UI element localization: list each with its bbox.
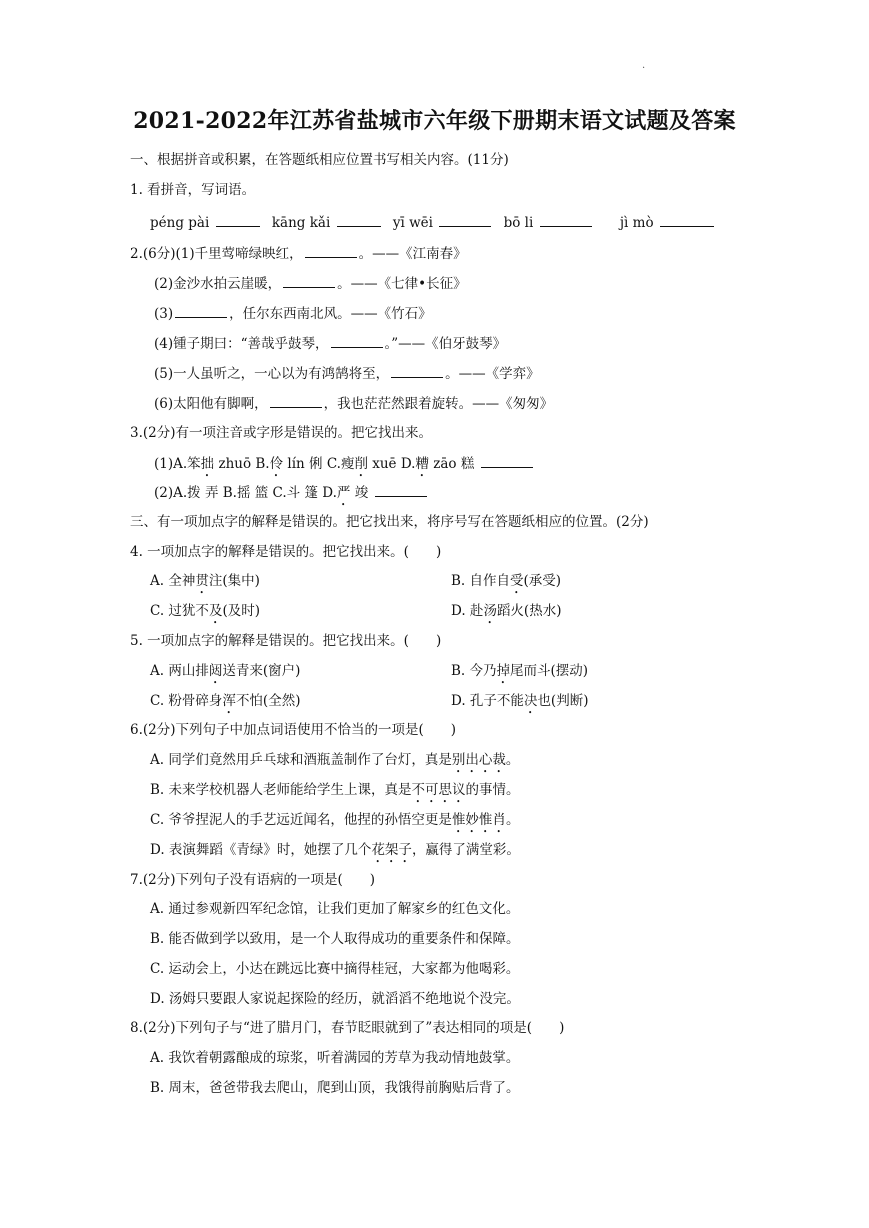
answer-blank[interactable] <box>391 363 443 378</box>
question-2-item-1: 2.(6分)(1)千里莺啼绿映红， 。——《江南春》 <box>130 243 467 263</box>
question-5-option-c[interactable]: C. 粉骨碎身浑不怕(全然) <box>150 693 301 709</box>
question-2-item-4: (4)锺子期曰：“善哉乎鼓琴， 。”——《伯牙鼓琴》 <box>154 333 506 353</box>
question-2-item-5: (5)一人虽听之，一心以为有鸿鹄将至， 。——《学弈》 <box>154 363 540 383</box>
question-6-option-d[interactable]: D. 表演舞蹈《青绿》时，她摆了几个花架子，赢得了满堂彩。 <box>150 842 520 858</box>
pinyin-2: kāng kǎi <box>271 215 331 231</box>
corner-dot: . <box>642 60 646 71</box>
question-5-option-a[interactable]: A. 两山排闼送青来(窗户) <box>150 663 301 679</box>
question-7-stem: 7.(2分)下列句子没有语病的一项是( ) <box>130 872 376 888</box>
answer-blank[interactable] <box>375 482 427 497</box>
section-3-heading: 三、有一项加点字的解释是错误的。把它找出来，将序号写在答题纸相应的位置。(2分) <box>130 514 649 530</box>
question-2-item-6: (6)太阳他有脚啊， ，我也茫茫然跟着旋转。——《匆匆》 <box>154 393 553 413</box>
question-5-option-d[interactable]: D. 孔子不能决也(判断) <box>451 693 589 709</box>
question-4-stem: 4. 一项加点字的解释是错误的。把它找出来。( ) <box>130 544 442 560</box>
question-4-option-d[interactable]: D. 赴汤蹈火(热水) <box>451 603 562 619</box>
question-3-row-1: (1)A.笨拙 zhuō B.伶 lín 俐 C.瘦削 xuē D.糟 zāo 糕 <box>154 453 535 473</box>
answer-blank[interactable] <box>660 212 714 227</box>
question-8-option-a[interactable]: A. 我饮着朝露酿成的琼浆，听着满园的芳草为我动情地鼓掌。 <box>150 1050 520 1066</box>
question-7-option-b[interactable]: B. 能否做到学以致用，是一个人取得成功的重要条件和保障。 <box>150 931 520 947</box>
question-1-stem: 1. 看拼音，写词语。 <box>130 182 256 198</box>
section-1-heading: 一、根据拼音或积累，在答题纸相应位置书写相关内容。(11分) <box>130 152 509 168</box>
question-7-option-d[interactable]: D. 汤姆只要跟人家说起探险的经历，就滔滔不绝地说个没完。 <box>150 991 520 1007</box>
answer-blank[interactable] <box>283 273 335 288</box>
question-2-item-3: (3) ，任尔东西南北风。——《竹石》 <box>154 303 432 323</box>
pinyin-3: yī wēi <box>392 215 433 231</box>
pinyin-4: bō li <box>503 215 534 231</box>
question-4-option-b[interactable]: B. 自作自受(承受) <box>451 573 562 589</box>
question-7-option-a[interactable]: A. 通过参观新四军纪念馆，让我们更加了解家乡的红色文化。 <box>150 901 520 917</box>
question-2-item-2: (2)金沙水拍云崖暖， 。——《七律•长征》 <box>154 273 467 293</box>
question-5-stem: 5. 一项加点字的解释是错误的。把它找出来。( ) <box>130 633 442 649</box>
question-5-option-b[interactable]: B. 今乃掉尾而斗(摆动) <box>451 663 589 679</box>
question-8-option-b[interactable]: B. 周末，爸爸带我去爬山，爬到山顶，我饿得前胸贴后背了。 <box>150 1080 520 1096</box>
question-4-option-c[interactable]: C. 过犹不及(及时) <box>150 603 260 619</box>
question-4-option-a[interactable]: A. 全神贯注(集中) <box>150 573 260 589</box>
question-7-option-c[interactable]: C. 运动会上，小达在跳远比赛中摘得桂冠，大家都为他喝彩。 <box>150 961 520 977</box>
pinyin-1: péng pài <box>150 215 210 231</box>
answer-blank[interactable] <box>439 212 491 227</box>
question-6-option-a[interactable]: A. 同学们竟然用乒乓球和酒瓶盖制作了台灯，真是别出心裁。 <box>150 752 520 768</box>
answer-blank[interactable] <box>337 212 381 227</box>
pinyin-row <box>150 212 716 232</box>
answer-blank[interactable] <box>331 333 383 348</box>
exam-title: 2021-2022年江苏省盐城市六年级下册期末语文试题及答案 <box>133 108 736 134</box>
pinyin-5: jì mò <box>619 215 654 231</box>
answer-blank[interactable] <box>216 212 260 227</box>
answer-blank[interactable] <box>305 243 357 258</box>
question-3-row-2: (2)A.拨 弄 B.摇 篮 C.斗 篷 D.严 竣 <box>154 482 429 502</box>
question-6-stem: 6.(2分)下列句子中加点词语使用不恰当的一项是( ) <box>130 722 457 738</box>
question-8-stem: 8.(2分)下列句子与“进了腊月门，春节眨眼就到了”表达相同的项是( ) <box>130 1020 565 1036</box>
answer-blank[interactable] <box>270 393 322 408</box>
question-6-option-c[interactable]: C. 爷爷捏泥人的手艺远近闻名，他捏的孙悟空更是惟妙惟肖。 <box>150 812 520 828</box>
answer-blank[interactable] <box>175 303 227 318</box>
answer-blank[interactable] <box>540 212 592 227</box>
question-3-stem: 3.(2分)有一项注音或字形是错误的。把它找出来。 <box>130 425 433 441</box>
question-6-option-b[interactable]: B. 未来学校机器人老师能给学生上课，真是不可思议的事情。 <box>150 782 520 798</box>
answer-blank[interactable] <box>481 453 533 468</box>
